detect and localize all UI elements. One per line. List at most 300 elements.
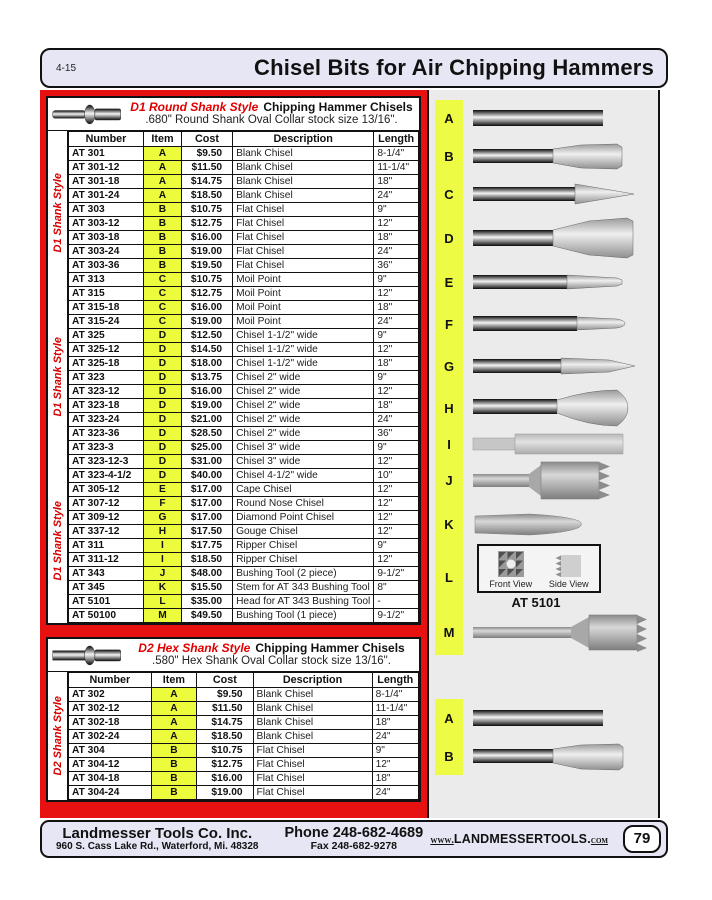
cell-description: Chisel 1-1/2" wide	[233, 329, 374, 343]
cell-number: AT 311	[69, 539, 144, 553]
item-letter-badge: B	[435, 137, 463, 175]
moil-point-image	[471, 177, 653, 211]
company-address: 960 S. Cass Lake Rd., Waterford, Mi. 48328	[56, 841, 259, 852]
d2-subtitle: .580" Hex Shank Oval Collar stock size 13/16".	[152, 655, 391, 667]
cell-cost: $12.50	[181, 329, 232, 343]
cell-number: AT 303	[69, 203, 144, 217]
cell-item: E	[143, 483, 181, 497]
page-title: Chisel Bits for Air Chipping Hammers	[254, 55, 654, 80]
cell-cost: $18.50	[197, 730, 253, 744]
cell-length: 24"	[374, 245, 419, 259]
cell-item: F	[143, 497, 181, 511]
cell-description: Round Nose Chisel	[233, 497, 374, 511]
cell-description: Chisel 2" wide	[233, 413, 374, 427]
diagram-row-d	[429, 213, 658, 263]
item-letter-badge: G	[435, 347, 463, 385]
cell-description: Chisel 2" wide	[233, 371, 374, 385]
cell-item: A	[151, 688, 196, 702]
col-header-item: Item	[143, 132, 181, 147]
cell-length: 18"	[374, 175, 419, 189]
cell-length: 12"	[374, 385, 419, 399]
table-row	[69, 231, 419, 245]
cell-description: Flat Chisel	[253, 786, 372, 800]
table-header-row	[69, 132, 419, 147]
cell-description: Chisel 3" wide	[233, 455, 374, 469]
d1-section-header	[48, 98, 419, 131]
d2-title-rest: Chipping Hammer Chisels	[255, 641, 405, 655]
cell-description: Chisel 2" wide	[233, 385, 374, 399]
fax-number: Fax 248-682-9278	[310, 840, 398, 852]
cell-number: AT 302-24	[69, 730, 152, 744]
cell-number: AT 304-18	[69, 772, 152, 786]
cell-number: AT 343	[69, 567, 144, 581]
cell-description: Blank Chisel	[253, 702, 372, 716]
cell-cost: $35.00	[181, 595, 232, 609]
cell-number: AT 323-4-1/2	[69, 469, 144, 483]
diagram-row-f	[429, 301, 658, 347]
cell-cost: $10.75	[197, 744, 253, 758]
cell-length: 24"	[372, 730, 418, 744]
cell-length: 9"	[372, 744, 418, 758]
cell-length: 9-1/2"	[374, 609, 419, 623]
cell-item: A	[143, 147, 181, 161]
diagram-row-g	[429, 347, 658, 385]
cell-item: B	[143, 259, 181, 273]
d2-price-table	[68, 672, 419, 800]
table-row	[69, 343, 419, 357]
cell-cost: $16.00	[181, 231, 232, 245]
d2-table-body	[48, 672, 419, 800]
cell-number: AT 307-12	[69, 497, 144, 511]
cell-item: D	[143, 455, 181, 469]
cell-description: Blank Chisel	[233, 147, 374, 161]
table-row	[69, 413, 419, 427]
cell-description: Moil Point	[233, 287, 374, 301]
d1-subtitle: .680" Round Shank Oval Collar stock size 13/16".	[145, 114, 398, 126]
website-main: LANDMESSERTOOLS.	[453, 832, 591, 846]
table-row	[69, 371, 419, 385]
cell-description: Flat Chisel	[233, 203, 374, 217]
cell-length: 18"	[372, 716, 418, 730]
table-row	[69, 455, 419, 469]
cell-description: Chisel 2" wide	[233, 399, 374, 413]
front-view-image	[498, 551, 524, 577]
blank-chisel-image	[471, 701, 653, 735]
cell-length: 9-1/2"	[374, 567, 419, 581]
item-letter-badge: A	[435, 699, 463, 737]
d1-side-label: D1 Shank Style	[51, 337, 64, 417]
table-row	[69, 758, 419, 772]
cell-number: AT 325-12	[69, 343, 144, 357]
main-content	[40, 90, 660, 818]
cell-number: AT 325	[69, 329, 144, 343]
cell-length: -	[374, 595, 419, 609]
bushing-head-views	[471, 544, 601, 610]
table-row	[69, 525, 419, 539]
cell-description: Flat Chisel	[233, 217, 374, 231]
cell-description: Chisel 1-1/2" wide	[233, 343, 374, 357]
cell-item: D	[143, 357, 181, 371]
cell-item: B	[143, 245, 181, 259]
cell-number: AT 345	[69, 581, 144, 595]
cell-number: AT 303-36	[69, 259, 144, 273]
d2-title	[126, 641, 417, 655]
cell-description: Blank Chisel	[233, 161, 374, 175]
d1-table-body	[48, 131, 419, 623]
cell-length: 9"	[374, 371, 419, 385]
cell-item: D	[143, 427, 181, 441]
item-letter-badge: F	[435, 301, 463, 347]
front-view	[489, 551, 532, 589]
cell-item: I	[143, 539, 181, 553]
cell-length: 8-1/4"	[372, 688, 418, 702]
cell-number: AT 303-24	[69, 245, 144, 259]
cell-length: 12"	[374, 343, 419, 357]
cell-item: A	[143, 161, 181, 175]
table-row	[69, 483, 419, 497]
round-shank-icon	[51, 101, 125, 127]
cell-number: AT 303-12	[69, 217, 144, 231]
cell-number: AT 309-12	[69, 511, 144, 525]
d1-side-label-column	[48, 131, 68, 623]
cell-length: 12"	[374, 553, 419, 567]
bushing-tool-1-piece-image	[471, 611, 653, 654]
cell-item: J	[143, 567, 181, 581]
cell-description: Flat Chisel	[233, 259, 374, 273]
cell-number: AT 302-12	[69, 702, 152, 716]
cell-item: B	[151, 772, 196, 786]
table-row	[69, 539, 419, 553]
company-block	[56, 826, 259, 852]
table-row	[69, 245, 419, 259]
cell-length: 12"	[374, 217, 419, 231]
cell-item: B	[151, 786, 196, 800]
cell-cost: $16.00	[181, 301, 232, 315]
cell-length: 18"	[372, 772, 418, 786]
cell-length: 11-1/4"	[374, 161, 419, 175]
cell-description: Blank Chisel	[253, 730, 372, 744]
cell-number: AT 311-12	[69, 553, 144, 567]
diagram-lower-row-b	[429, 737, 658, 775]
col-header-number: Number	[69, 673, 152, 688]
cell-cost: $17.50	[181, 525, 232, 539]
cell-item: B	[143, 217, 181, 231]
company-name: Landmesser Tools Co. Inc.	[62, 825, 253, 842]
table-row	[69, 744, 419, 758]
d2-side-label-column	[48, 672, 68, 800]
cell-item: D	[143, 385, 181, 399]
cell-description: Flat Chisel	[233, 231, 374, 245]
cell-number: AT 302	[69, 688, 152, 702]
d1-side-label: D1 Shank Style	[51, 173, 64, 253]
cell-cost: $17.00	[181, 483, 232, 497]
table-row	[69, 511, 419, 525]
table-row	[69, 688, 419, 702]
ripper-chisel-image	[471, 433, 653, 455]
cell-item: B	[151, 744, 196, 758]
flat-chisel-image	[471, 139, 653, 173]
d1-side-label: D1 Shank Style	[51, 501, 64, 581]
col-header-cost: Cost	[197, 673, 253, 688]
col-header-number: Number	[69, 132, 144, 147]
diagram-row-h	[429, 385, 658, 431]
cell-length: 9"	[374, 539, 419, 553]
table-row	[69, 385, 419, 399]
item-letter-badge: K	[435, 504, 463, 544]
d2-style-label: D2 Hex Shank Style	[138, 641, 251, 655]
cell-length: 12"	[374, 287, 419, 301]
cell-cost: $18.00	[181, 357, 232, 371]
cell-item: B	[143, 203, 181, 217]
tables-column	[40, 90, 427, 818]
diagram-row-j	[429, 457, 658, 504]
item-letter-badge: J	[435, 457, 463, 504]
cell-item: D	[143, 343, 181, 357]
cell-cost: $12.75	[181, 287, 232, 301]
cell-item: D	[143, 399, 181, 413]
cell-length: 24"	[372, 786, 418, 800]
table-header-row	[69, 673, 419, 688]
d1-style-label: D1 Round Shank Style	[130, 100, 259, 114]
cell-description: Flat Chisel	[253, 744, 372, 758]
diagram-lower-row-a	[429, 699, 658, 737]
cell-item: H	[143, 525, 181, 539]
item-letter-badge: B	[435, 737, 463, 775]
table-row	[69, 786, 419, 800]
diamond-point-chisel-image	[471, 349, 653, 383]
cell-description: Chisel 1-1/2" wide	[233, 357, 374, 371]
cell-item: D	[143, 469, 181, 483]
item-letter-badge: I	[435, 431, 463, 457]
table-row	[69, 427, 419, 441]
cell-description: Chisel 2" wide	[233, 427, 374, 441]
cell-cost: $10.75	[181, 203, 232, 217]
cell-number: AT 303-18	[69, 231, 144, 245]
cell-length: 8-1/4"	[374, 147, 419, 161]
header-band	[40, 48, 668, 88]
bushing-stem-image	[471, 507, 653, 541]
diagram-row-i	[429, 431, 658, 457]
side-view	[549, 555, 589, 589]
round-nose-chisel-image	[471, 303, 653, 345]
hex-shank-icon	[51, 642, 125, 668]
cell-item: A	[143, 189, 181, 203]
cell-number: AT 301	[69, 147, 144, 161]
cell-length: 9"	[374, 329, 419, 343]
table-row	[69, 716, 419, 730]
item-letter-badge: A	[435, 100, 463, 137]
chisel-diagram-panel	[427, 90, 660, 818]
table-row	[69, 581, 419, 595]
d2-table-box	[46, 637, 421, 802]
cell-cost: $25.00	[181, 441, 232, 455]
cell-cost: $10.75	[181, 273, 232, 287]
cell-description: Cape Chisel	[233, 483, 374, 497]
table-row	[69, 497, 419, 511]
cell-number: AT 304	[69, 744, 152, 758]
table-row	[69, 203, 419, 217]
diagram-row-m	[429, 610, 658, 655]
cell-description: Bushing Tool (2 piece)	[233, 567, 374, 581]
cell-number: AT 323-18	[69, 399, 144, 413]
diagram-row-b	[429, 137, 658, 175]
cell-cost: $19.00	[181, 245, 232, 259]
cape-chisel-image	[471, 265, 653, 299]
cell-number: AT 305-12	[69, 483, 144, 497]
section-gap	[46, 625, 421, 637]
cell-description: Moil Point	[233, 301, 374, 315]
cell-length: 9"	[374, 273, 419, 287]
table-row	[69, 567, 419, 581]
gouge-chisel-image	[471, 387, 653, 429]
website-prefix: www.	[430, 835, 454, 846]
table-row	[69, 315, 419, 329]
cell-cost: $12.75	[181, 217, 232, 231]
diagram-row-e	[429, 263, 658, 301]
cell-cost: $9.50	[181, 147, 232, 161]
cell-description: Flat Chisel	[253, 758, 372, 772]
side-view-label: Side View	[548, 579, 589, 589]
cell-cost: $49.50	[181, 609, 232, 623]
table-row	[69, 730, 419, 744]
cell-number: AT 50100	[69, 609, 144, 623]
cell-number: AT 315-18	[69, 301, 144, 315]
col-header-length: Length	[372, 673, 418, 688]
cell-number: AT 301-12	[69, 161, 144, 175]
table-row	[69, 175, 419, 189]
cell-cost: $17.75	[181, 539, 232, 553]
cell-item: C	[143, 315, 181, 329]
cell-length: 18"	[374, 301, 419, 315]
cell-item: G	[143, 511, 181, 525]
cell-length: 10"	[374, 469, 419, 483]
website	[430, 830, 608, 848]
cell-number: AT 325-18	[69, 357, 144, 371]
item-letter-badge: C	[435, 175, 463, 213]
side-view-image	[555, 555, 582, 577]
cell-length: 36"	[374, 259, 419, 273]
cell-cost: $14.75	[197, 716, 253, 730]
cell-number: AT 5101	[69, 595, 144, 609]
cell-item: D	[143, 329, 181, 343]
cell-item: A	[143, 175, 181, 189]
cell-cost: $17.00	[181, 497, 232, 511]
table-row	[69, 595, 419, 609]
cell-description: Moil Point	[233, 315, 374, 329]
cell-cost: $21.00	[181, 413, 232, 427]
head-part-number: AT 5101	[511, 595, 561, 610]
cell-length: 12"	[374, 483, 419, 497]
table-row	[69, 553, 419, 567]
cell-item: D	[143, 371, 181, 385]
cell-description: Head for AT 343 Bushing Tool	[233, 595, 374, 609]
cell-cost: $19.00	[181, 399, 232, 413]
table-row	[69, 469, 419, 483]
d2-section-header	[48, 639, 419, 672]
cell-length: 24"	[374, 315, 419, 329]
cell-cost: $14.50	[181, 343, 232, 357]
d1-title	[126, 100, 417, 114]
cell-length: 12"	[374, 525, 419, 539]
cell-number: AT 313	[69, 273, 144, 287]
cell-item: K	[143, 581, 181, 595]
table-row	[69, 217, 419, 231]
col-header-description: Description	[253, 673, 372, 688]
cell-number: AT 302-18	[69, 716, 152, 730]
cell-number: AT 301-24	[69, 189, 144, 203]
cell-description: Blank Chisel	[253, 688, 372, 702]
cell-cost: $17.00	[181, 511, 232, 525]
d1-price-table	[68, 131, 419, 623]
cell-cost: $40.00	[181, 469, 232, 483]
phone-number: Phone 248-682-4689	[284, 825, 424, 841]
cell-length: 18"	[374, 231, 419, 245]
table-row	[69, 329, 419, 343]
item-letter-badge: M	[435, 610, 463, 655]
table-row	[69, 147, 419, 161]
cell-description: Blank Chisel	[233, 175, 374, 189]
flat-chisel-image	[471, 738, 653, 774]
diagram-spacer	[429, 655, 658, 699]
cell-number: AT 323	[69, 371, 144, 385]
cell-item: C	[143, 287, 181, 301]
cell-number: AT 337-12	[69, 525, 144, 539]
cell-description: Flat Chisel	[233, 245, 374, 259]
cell-item: D	[143, 413, 181, 427]
item-letter-badge: D	[435, 213, 463, 263]
cell-length: 12"	[374, 497, 419, 511]
cell-cost: $9.50	[197, 688, 253, 702]
cell-item: C	[143, 273, 181, 287]
cell-cost: $19.00	[181, 315, 232, 329]
website-suffix: com	[590, 835, 608, 846]
cell-number: AT 323-12	[69, 385, 144, 399]
item-letter-badge: L	[435, 544, 463, 610]
cell-number: AT 315	[69, 287, 144, 301]
cell-description: Chisel 3" wide	[233, 441, 374, 455]
cell-number: AT 323-24	[69, 413, 144, 427]
table-row	[69, 357, 419, 371]
cell-description: Flat Chisel	[253, 772, 372, 786]
d1-title-rest: Chipping Hammer Chisels	[263, 100, 413, 114]
cell-number: AT 315-24	[69, 315, 144, 329]
cell-cost: $18.50	[181, 553, 232, 567]
diagram-row-l	[429, 544, 658, 610]
diagram-row-k	[429, 504, 658, 544]
cell-cost: $15.50	[181, 581, 232, 595]
cell-item: D	[143, 441, 181, 455]
col-header-length: Length	[374, 132, 419, 147]
cell-length: 24"	[374, 189, 419, 203]
cell-length: 36"	[374, 427, 419, 441]
cell-length: 8"	[374, 581, 419, 595]
item-letter-badge: H	[435, 385, 463, 431]
cell-length: 11-1/4"	[372, 702, 418, 716]
page-number-badge: 79	[623, 825, 661, 853]
cell-description: Stem for AT 343 Bushing Tool	[233, 581, 374, 595]
front-view-label: Front View	[489, 579, 533, 589]
cell-cost: $31.00	[181, 455, 232, 469]
cell-length: 12"	[372, 758, 418, 772]
cell-length: 18"	[374, 399, 419, 413]
cell-cost: $19.00	[197, 786, 253, 800]
cell-description: Bushing Tool (1 piece)	[233, 609, 374, 623]
table-row	[69, 259, 419, 273]
wide-chisel-image	[471, 215, 653, 261]
cell-length: 24"	[374, 413, 419, 427]
diagram-row-a	[429, 100, 658, 137]
cell-number: AT 323-36	[69, 427, 144, 441]
